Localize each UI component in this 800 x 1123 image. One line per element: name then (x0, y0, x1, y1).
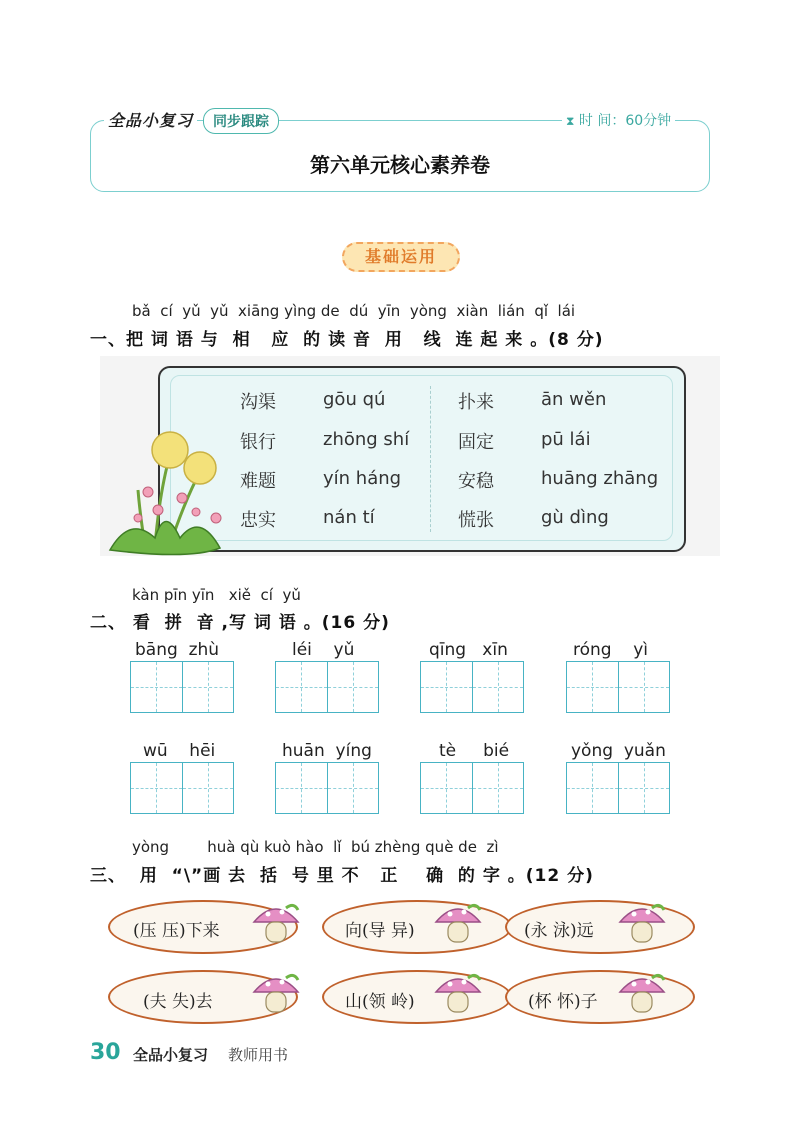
match-word-right: 固定 (458, 432, 494, 453)
grid-pinyin: wū hēi (143, 741, 216, 761)
page-number: 30 (90, 1040, 121, 1065)
grid-pinyin: róng yì (573, 640, 648, 660)
choice-text[interactable]: (永 泳)远 (524, 921, 594, 941)
page-title: 第六单元核心素养卷 (310, 153, 490, 177)
sync-tag: 同步跟踪 (203, 108, 279, 134)
match-word-left: 银行 (240, 432, 276, 453)
choice-text[interactable]: (压 压)下来 (133, 921, 220, 941)
match-pinyin-right: gù dìng (541, 507, 609, 528)
mushroom-icon (616, 970, 668, 1024)
writing-grid[interactable] (130, 762, 234, 814)
match-pinyin-left: yín háng (323, 468, 402, 489)
writing-grid[interactable] (275, 661, 379, 713)
time-label: 时 间：60分钟 (578, 113, 672, 129)
time-limit (562, 110, 675, 130)
grid-pinyin: léi yǔ (292, 640, 355, 660)
writing-grid[interactable] (130, 661, 234, 713)
match-word-right: 扑来 (458, 392, 494, 413)
mushroom-icon (250, 970, 302, 1024)
dandelion-illustration (100, 420, 230, 560)
grid-pinyin: huān yíng (282, 741, 372, 761)
grid-pinyin: bāng zhù (135, 640, 220, 660)
grid-pinyin: yǒng yuǎn (571, 741, 666, 761)
footer-subtitle: 教师用书 (228, 1046, 289, 1064)
match-word-left: 忠实 (240, 510, 276, 531)
choice-text[interactable]: 向(导 异) (345, 921, 415, 941)
match-word-right: 安稳 (458, 471, 494, 492)
match-word-right: 慌张 (458, 510, 494, 531)
match-pinyin-right: ān wěn (541, 389, 607, 410)
match-divider (430, 386, 431, 532)
q1-prompt: 一、把 词 语 与 相 应 的 读 音 用 线 连 起 来 。(8 分) (90, 330, 604, 350)
q2-pinyin: kàn pīn yīn xiě cí yǔ (132, 586, 301, 604)
mushroom-icon (432, 970, 484, 1024)
writing-grid[interactable] (275, 762, 379, 814)
footer-brand: 全品小复习 (133, 1046, 209, 1064)
hourglass-icon: ⧗ (566, 114, 575, 128)
grid-pinyin: qīng xīn (429, 640, 508, 660)
match-word-left: 沟渠 (240, 392, 276, 413)
mushroom-icon (432, 900, 484, 954)
match-pinyin-right: huāng zhāng (541, 468, 659, 489)
q2-prompt: 二、 看 拼 音 ,写 词 语 。(16 分) (90, 613, 390, 633)
writing-grid[interactable] (420, 762, 524, 814)
q3-pinyin: yòng huà qù kuò hào lǐ bú zhèng què de zì (132, 838, 499, 856)
mushroom-icon (250, 900, 302, 954)
match-pinyin-left: nán tí (323, 507, 375, 528)
choice-text[interactable]: 山(领 岭) (345, 992, 415, 1012)
grid-pinyin: tè bié (439, 741, 510, 761)
writing-grid[interactable] (420, 661, 524, 713)
match-pinyin-left: zhōng shí (323, 429, 410, 450)
match-pinyin-left: gōu qú (323, 389, 386, 410)
mushroom-icon (616, 900, 668, 954)
choice-text[interactable]: (夫 失)去 (143, 992, 213, 1012)
match-word-left: 难题 (240, 471, 276, 492)
choice-text[interactable]: (杯 怀)子 (528, 992, 598, 1012)
q3-prompt: 三、 用 “\”画 去 括 号 里 不 正 确 的 字 。(12 分) (90, 866, 594, 886)
section-badge: 基础运用 (342, 242, 460, 272)
writing-grid[interactable] (566, 661, 670, 713)
match-pinyin-right: pū lái (541, 429, 591, 450)
writing-grid[interactable] (566, 762, 670, 814)
q1-pinyin: bǎ cí yǔ yǔ xiāng yìng de dú yīn yòng xiàn lián qǐ lái (132, 302, 576, 320)
brand-logo: 全品小复习 (104, 108, 197, 131)
